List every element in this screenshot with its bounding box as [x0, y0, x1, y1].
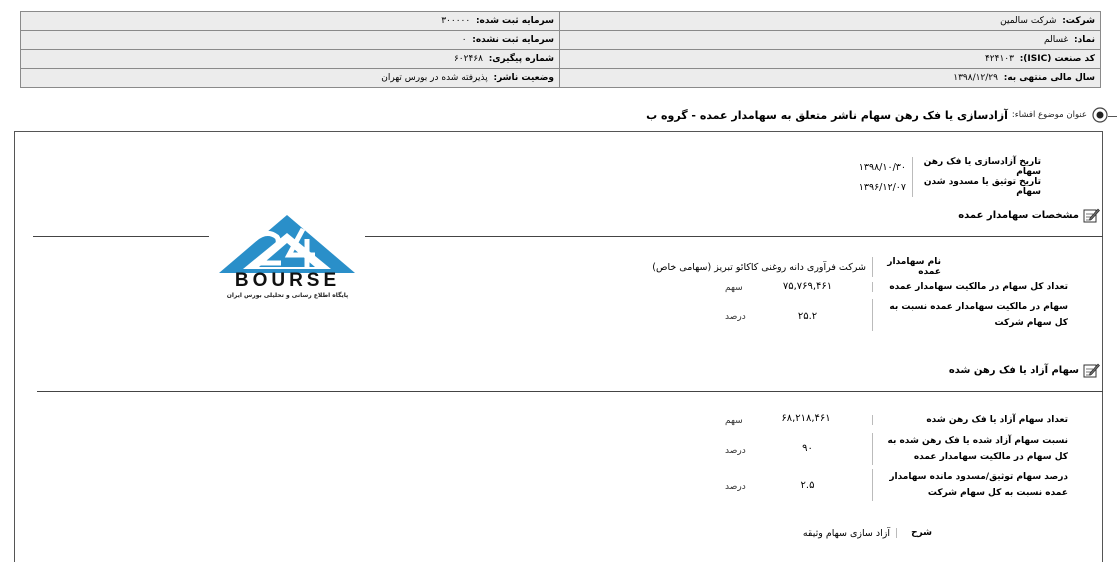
released-count-value: ۶۸,۲۱۸,۴۶۱	[781, 413, 831, 424]
total-shares-value: ۷۵,۷۶۹,۴۶۱	[782, 281, 833, 292]
publisher-status-cell: وضعیت ناشر: پذیرفته شده در بورس تهران	[21, 69, 560, 88]
pledge-date-row	[796, 177, 1041, 197]
remaining-pledged-label: درصد سهام توثیق/مسدود مانده سهامدار عمده نسبت به کل سهام شرکت	[872, 469, 1068, 501]
remaining-pledged-value: ۲.۵	[800, 480, 815, 491]
divider-line	[37, 391, 1103, 392]
tracking-number-cell: شماره پیگیری: ۶۰۲۴۶۸	[21, 50, 560, 69]
pledge-date-value: ۱۳۹۶/۱۲/۰۷	[858, 181, 906, 193]
total-shares-label: تعداد کل سهام در مالکیت سهامدار عمده	[872, 282, 1068, 292]
pledge-date-label: تاریخ توثیق یا مسدود شدن سهام	[912, 177, 1041, 197]
symbol-cell: نماد: غسالم	[560, 31, 1101, 50]
fiscal-year-cell: سال مالی منتهی به: ۱۳۹۸/۱۲/۲۹	[560, 69, 1101, 88]
description-value: آزاد سازی سهام وثیقه	[802, 527, 890, 539]
description-label: شرح	[896, 528, 932, 538]
subject-label: عنوان موضوع افشاء:	[1011, 110, 1087, 120]
company-cell: شرکت: شرکت سالمین	[560, 12, 1101, 31]
released-count-row	[872, 413, 1068, 427]
subject-title: آزادسازی یا فک رهن سهام ناشر متعلق به سهامدار عمده - گروه ب	[646, 108, 1008, 122]
disclosure-subject	[646, 106, 1109, 124]
total-shares-unit: سهم	[725, 283, 743, 293]
release-date-value: ۱۳۹۸/۱۰/۳۰	[858, 161, 906, 173]
ownership-percent-row	[872, 299, 1068, 331]
isic-cell: کد صنعت (ISIC): ۴۲۴۱۰۳	[560, 50, 1101, 69]
released-section-label: سهام آزاد یا فک رهن شده	[948, 365, 1079, 376]
released-section-title	[949, 362, 1100, 379]
shareholder-section-label: مشخصات سهامدار عمده	[958, 210, 1079, 221]
target-bullet-icon	[1091, 106, 1109, 124]
released-ratio-value: ۹۰	[802, 443, 813, 454]
released-ratio-label: نسبت سهام آزاد شده یا فک رهن شده به کل سهام در مالکیت سهامدار عمده	[872, 433, 1068, 465]
total-shares-row	[872, 279, 1068, 295]
info-row	[21, 50, 1101, 69]
bourse24-logo	[215, 213, 360, 305]
ownership-percent-label: سهام در مالکیت سهامدار عمده نسبت به کل سهام شرکت	[872, 299, 1068, 331]
divider-line	[33, 236, 209, 237]
description-row	[803, 526, 932, 540]
shareholder-section-title	[958, 207, 1100, 224]
divider-line	[365, 236, 1103, 237]
registered-capital-cell: سرمایه ثبت شده: ۳۰۰۰۰۰	[21, 12, 560, 31]
edit-note-icon	[1083, 207, 1100, 224]
edit-note-icon	[1083, 362, 1100, 379]
released-ratio-unit: درصد	[725, 446, 746, 456]
shareholder-name-row	[652, 257, 941, 277]
remaining-pledged-unit: درصد	[725, 482, 746, 492]
subject-connector-line	[1108, 116, 1117, 117]
released-count-unit: سهم	[725, 416, 743, 426]
release-date-label: تاریخ آزادسازی یا فک رهن سهام	[912, 157, 1041, 177]
release-date-row	[796, 157, 1041, 177]
info-row	[21, 69, 1101, 88]
shareholder-name-label: نام سهامدار عمده	[872, 257, 941, 277]
info-row	[21, 12, 1101, 31]
ownership-percent-value: ۲۵.۲	[797, 311, 818, 322]
logo-wordmark: BOURSE	[234, 270, 341, 291]
company-info-table	[20, 11, 1101, 88]
remaining-pledged-row	[872, 469, 1068, 501]
released-ratio-row	[872, 433, 1068, 465]
shareholder-name-value: شرکت فرآوری دانه روغنی کاکائو تبریز (سهامی خاص)	[652, 261, 866, 273]
released-count-label: تعداد سهام آزاد یا فک رهن شده	[872, 415, 1068, 425]
info-row	[21, 31, 1101, 50]
logo-tagline: پایگاه اطلاع رسانی و تحلیلی بورس ایران	[226, 292, 349, 299]
ownership-percent-unit: درصد	[725, 312, 746, 322]
unregistered-capital-cell: سرمایه ثبت نشده: ۰	[21, 31, 560, 50]
